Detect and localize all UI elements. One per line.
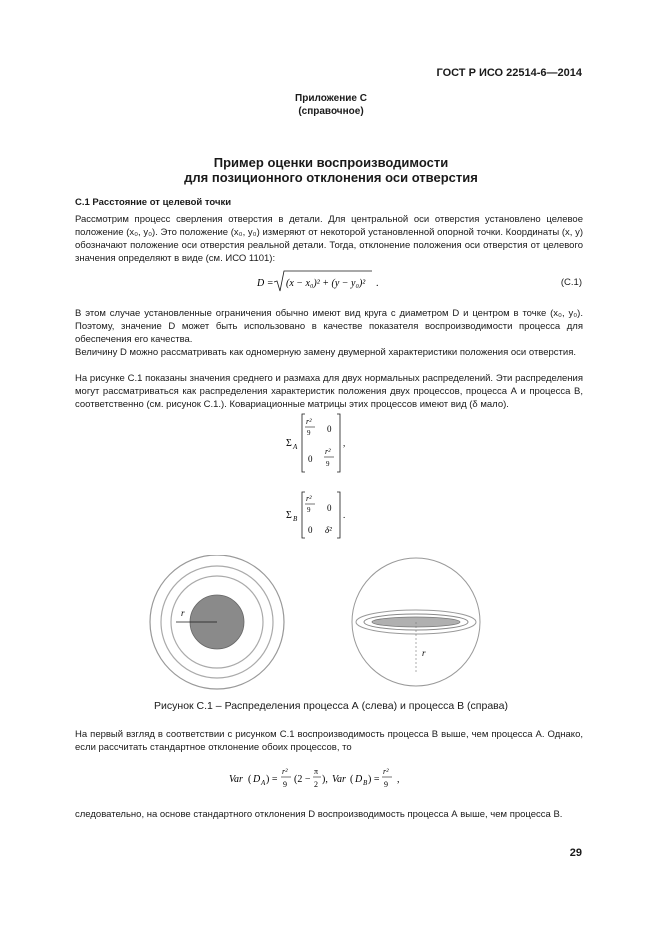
- var-a-nine: 9: [283, 780, 287, 789]
- matrix-b-zero-bottom: 0: [308, 525, 313, 535]
- radius-label-a: r: [181, 608, 185, 618]
- process-b-diagram: [352, 558, 480, 686]
- sigma-b-subscript: B: [293, 515, 298, 523]
- var-b-d: D: [355, 774, 363, 785]
- var-a-paren: (2 −: [294, 774, 311, 785]
- var-b-close: ) =: [368, 774, 380, 785]
- matrix-b-nine: 9: [307, 506, 311, 514]
- document-header: ГОСТ Р ИСО 22514-6—2014: [436, 67, 582, 79]
- appendix-type: (справочное): [298, 106, 364, 117]
- matrix-a-nine-bottom: 9: [326, 460, 330, 468]
- sigma-b-symbol: Σ: [286, 510, 292, 521]
- equation-c1-dot: .: [376, 278, 379, 289]
- matrix-b-dot: .: [343, 510, 346, 520]
- paragraph-2-text: В этом случае установленные ограничения обычно имеют вид круга с диаметром D и центром в точке (x₀, y₀). Поэтому, значение D может быть использовано в качестве показателя воспроизводимости процесса для обеспечения его качества.: [75, 308, 583, 346]
- left-bracket: [302, 414, 305, 472]
- matrix-a-zero-bottom: 0: [308, 454, 313, 464]
- paragraph-5: [75, 728, 583, 754]
- var-a-open: (: [248, 774, 252, 785]
- figure-c1: [140, 555, 520, 695]
- matrix-sigma-b: [282, 488, 362, 540]
- var-b-nine: 9: [384, 780, 388, 789]
- matrix-a-nine-top: 9: [307, 429, 311, 437]
- equation-c1: [240, 268, 420, 294]
- paragraph-1: [75, 213, 583, 265]
- var-b-label: Var: [332, 774, 346, 785]
- matrix-a-comma: ,: [343, 438, 346, 448]
- paragraph-3-text: Величину D можно рассматривать как одномерную замену двумерной характеристики положения оси отверстия.: [75, 347, 576, 358]
- var-a-close-2: ),: [322, 774, 328, 785]
- paragraph-1-text: Рассмотрим процесс сверления отверстия в детали. Для центральной оси отверстия установлено целевое положение (x₀, y₀). Это положение (x₀, y₀) измеряют от некоторой установленной опорной точки. Координаты (x, y) обозначают положение оси отверстия реальной детали. Тогда, отклонение положения оси отверстия от целевого значения определяют в виде (см. ИСО 1101):: [75, 214, 583, 265]
- paragraph-4-text: На рисунке С.1 показаны значения среднего и размаха для двух нормальных распределений. Эти распределения могут рассматриваться как распределения характеристик положения двух процессов, процесса А и процесса В, соответственно (см. рисунок С.1.). Ковариационные матрицы этих процессов имеют вид (δ мало).: [75, 373, 583, 411]
- appendix-label: Приложение С: [295, 93, 367, 104]
- equation-c1-lhs: D =: [257, 278, 274, 289]
- paragraph-6: [75, 808, 583, 821]
- var-a-two: 2: [314, 780, 318, 789]
- matrix-b-r2: r²: [306, 494, 312, 503]
- var-a-r2: r²: [282, 767, 288, 776]
- matrix-a-zero-top: 0: [327, 424, 332, 434]
- paragraph-6-text: следовательно, на основе стандартного отклонения D воспроизводимость процесса А выше, чем процесса В.: [75, 809, 563, 820]
- figure-caption: Рисунок С.1 – Распределения процесса А (слева) и процесса В (справа): [154, 700, 508, 712]
- matrix-a-r2-bottom: r²: [325, 447, 331, 456]
- section-heading: С.1 Расстояние от целевой точки: [75, 197, 232, 208]
- matrix-sigma-a: [282, 410, 362, 476]
- radius-label-b: r: [422, 648, 426, 658]
- paragraph-4: [75, 372, 583, 411]
- sigma-a-symbol: Σ: [286, 438, 292, 449]
- variance-equation: [225, 762, 425, 794]
- title-line-1: Пример оценки воспроизводимости: [213, 155, 449, 170]
- var-comma: ,: [397, 774, 400, 785]
- var-a-label: Var: [229, 774, 243, 785]
- right-bracket: [337, 414, 340, 472]
- var-b-open: (: [350, 774, 354, 785]
- appendix-title: [0, 155, 662, 185]
- var-a-close: ) =: [266, 774, 278, 785]
- paragraph-3: [75, 346, 583, 359]
- var-a-pi: π: [314, 767, 319, 776]
- matrix-a-r2-top: r²: [306, 417, 312, 426]
- process-a-diagram: [150, 555, 284, 689]
- equation-c1-number: (С.1): [560, 277, 582, 288]
- paragraph-5-text: На первый взгляд в соответствии с рисунком С.1 воспроизводимость процесса В выше, чем процесса А. Однако, если рассчитать стандартное отклонение обоих процессов, то: [75, 729, 583, 754]
- page-number: 29: [569, 847, 582, 859]
- equation-c1-body: (x − x₀)² + (y − y₀)²: [286, 278, 366, 289]
- left-bracket: [302, 492, 305, 538]
- appendix-heading: [0, 92, 662, 118]
- title-line-2: для позиционного отклонения оси отверстия: [184, 170, 478, 185]
- paragraph-2: [75, 307, 583, 346]
- matrix-b-delta2: δ²: [325, 525, 332, 535]
- var-b-r2: r²: [383, 767, 389, 776]
- var-b-sub: B: [363, 779, 368, 787]
- var-a-sub: A: [261, 779, 266, 787]
- right-bracket: [337, 492, 340, 538]
- matrix-b-zero-top: 0: [327, 503, 332, 513]
- var-a-d: D: [253, 774, 261, 785]
- sigma-a-subscript: A: [293, 443, 298, 451]
